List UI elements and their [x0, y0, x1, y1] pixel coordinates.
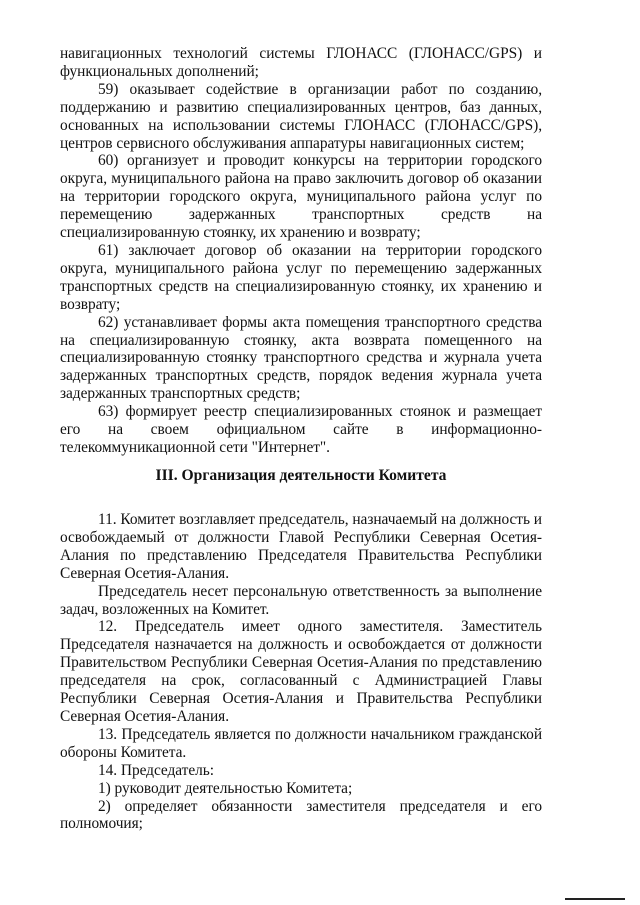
paragraph: Председатель несет персональную ответственность за выполнение задач, возложенных на Комитет. [60, 582, 542, 618]
section-heading: III. Организация деятельности Комитета [155, 467, 447, 484]
paragraph: 1) руководит деятельностью Комитета; [98, 779, 353, 797]
paragraph: 2) определяет обязанности заместителя председателя и его полномочия; [60, 797, 542, 833]
paragraph: навигационных технологий системы ГЛОНАСС (ГЛОНАСС/GPS) и функциональных дополнений; [60, 45, 542, 80]
footer-rule [565, 898, 625, 900]
paragraph: 61) заключает договор об оказании на территории городского округа, муниципального района услуг по перемещению задержанных транспортных средств на специализированную стоянку, их хранению и возврату; [60, 241, 542, 313]
paragraph: 13. Председатель является по должности начальником гражданской обороны Комитета. [60, 725, 542, 761]
body-text-lower [60, 511, 542, 833]
paragraph: 63) формирует реестр специализированных стоянок и размещает его на своем официальном сайте в информационно-телекоммуникационной сети "Интернет". [60, 403, 542, 456]
paragraph: 12. Председатель имеет одного заместителя. Заместитель Председателя назначается на должность и освобождается от должности Правительством Республики Северная Осетия-Алания по представлению председателя на срок, согласованный с Администрацией Главы Республики Северная Осетия-Алания и Правительства Республики Северная Осетия-Алания. [60, 618, 542, 725]
paragraph: 11. Комитет возглавляет председатель, назначаемый на должность и освобождаемый от должности Главой Республики Северная Осетия-Алания по представлению Председателя Правительства Республики Северная Осетия-Алания. [60, 511, 542, 582]
body-text-upper [60, 45, 542, 457]
paragraph: 59) оказывает содействие в организации работ по созданию, поддержанию и развитию специализированных центров, баз данных, основанных на использовании системы ГЛОНАСС (ГЛОНАСС/GPS), центров сервисного обслуживания аппаратуры навигационных систем; [60, 80, 542, 152]
paragraph: 14. Председатель: [98, 761, 214, 779]
paragraph: 62) устанавливает формы акта помещения транспортного средства на специализированную стоянку, акта возврата помещенного на специализированную стоянку транспортного средства и журнала учета задержанных транспортных средств, порядок ведения журнала учета задержанных транспортных средств; [60, 313, 542, 403]
paragraph: 60) организует и проводит конкурсы на территории городского округа, муниципального района на право заключить договор об оказании на территории городского округа, муниципального района услуг по перемещению задержанных транспортных средств на специализированную стоянку, их хранению и возврату; [60, 152, 542, 242]
